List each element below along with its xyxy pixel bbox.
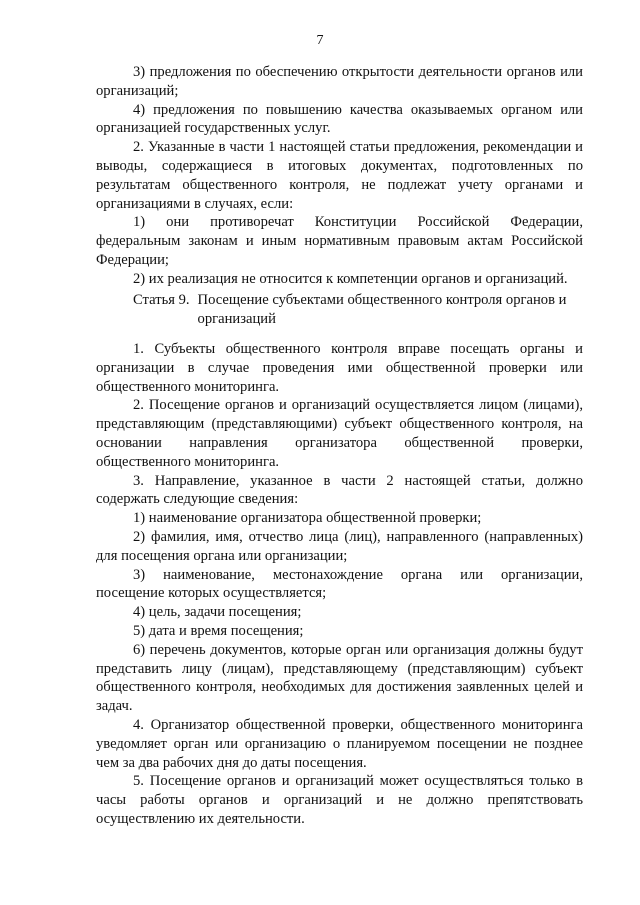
text-block-part-1 [96, 63, 583, 289]
paragraph: 2) фамилия, имя, отчество лица (лиц), направленного (направленных) для посещения органа или организации; [96, 528, 583, 564]
text-block-article-9 [96, 340, 583, 829]
paragraph: 4) предложения по повышению качества оказываемых органом или организацией государственных услуг. [96, 101, 583, 137]
paragraph: 3) предложения по обеспечению открытости деятельности органов или организаций; [96, 64, 583, 99]
paragraph: 1) они противоречат Конституции Российской Федерации, федеральным законам и иным нормативным правовым актам Российской Федерации; [96, 214, 583, 268]
paragraph: 5) дата и время посещения; [133, 622, 304, 639]
paragraph: 2. Посещение органов и организаций осуществляется лицом (лицами), представляющим (представляющими) субъект общественного контроля, на основании направления организатора общественной проверки, общественного мониторинга. [96, 397, 583, 470]
paragraph: 4. Организатор общественной проверки, общественного мониторинга уведомляет орган или организацию о планируемом посещении не позднее чем за два рабочих дня до даты посещения. [96, 716, 583, 771]
page-number: 7 [316, 33, 324, 48]
article-heading [133, 291, 593, 329]
paragraph: 3) наименование, местонахождение органа или организации, посещение которых осуществляется; [96, 566, 583, 602]
paragraph: 2) их реализация не относится к компетенции органов и организаций. [133, 270, 568, 287]
paragraph: 3. Направление, указанное в части 2 настоящей статьи, должно содержать следующие сведения: [96, 472, 583, 508]
paragraph: 4) цель, задачи посещения; [133, 604, 302, 621]
paragraph: 5. Посещение органов и организаций может осуществляться только в часы работы органов и организаций и не должно препятствовать осуществлению их деятельности. [96, 773, 583, 827]
article-number: Статья 9. [133, 292, 190, 308]
paragraph: 6) перечень документов, которые орган или организация должны будут представить лицу (лицам), представляющему (представляющим) субъект общественного контроля, необходимых для достижения заявленных целей и задач. [96, 641, 583, 715]
paragraph: 1) наименование организатора общественной проверки; [133, 510, 482, 527]
paragraph: 2. Указанные в части 1 настоящей статьи предложения, рекомендации и выводы, содержащиеся в итоговых документах, подготовленных по результатам общественного контроля, не подлежат учету органами и организациями в случаях, если: [96, 139, 583, 212]
article-title: Посещение субъектами общественного контроля органов и организаций [197, 292, 567, 327]
paragraph: 1. Субъекты общественного контроля вправе посещать органы и организации в случае проведения ими общественной проверки или общественного мониторинга. [96, 341, 583, 395]
